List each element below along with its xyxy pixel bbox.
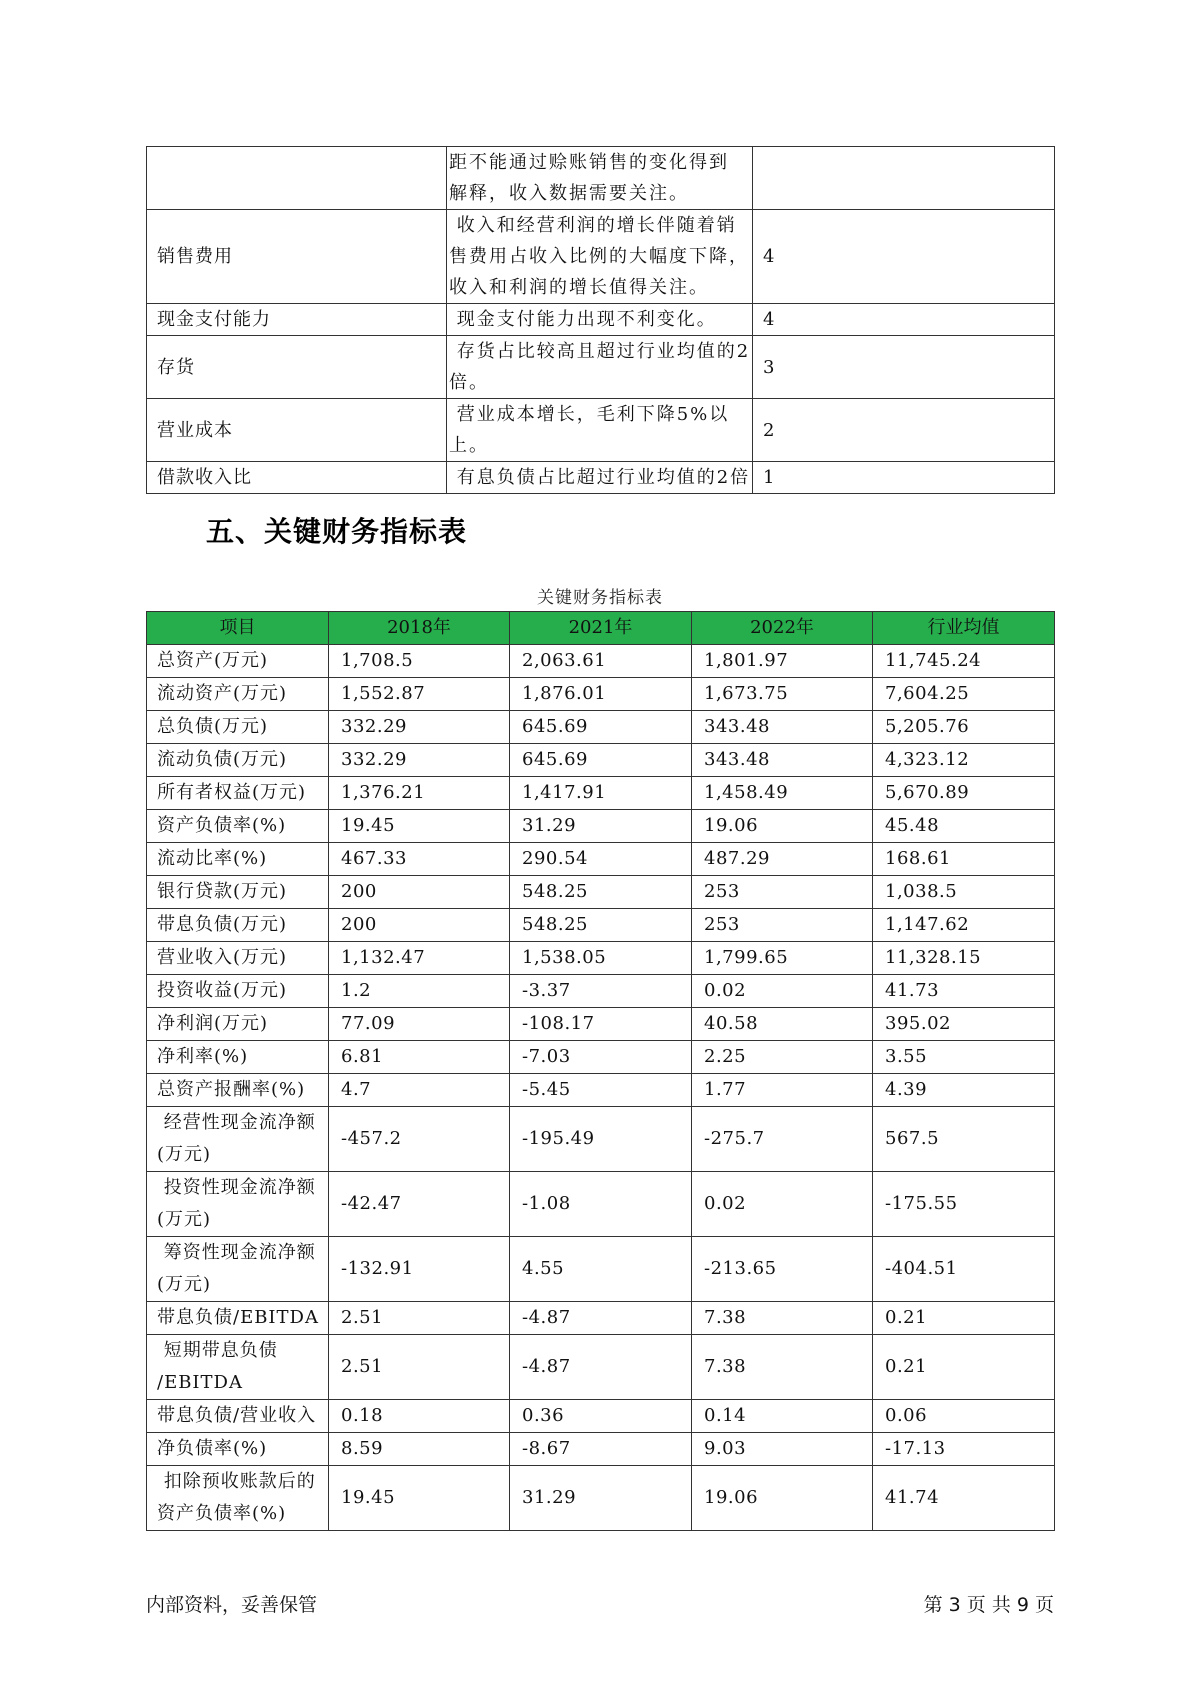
indicator-label-cell: 流动资产(万元) (147, 678, 329, 711)
value-2022-cell: 19.06 (692, 810, 873, 843)
indicator-label-cell: 投资收益(万元) (147, 975, 329, 1008)
value-2018-cell: 200 (329, 909, 510, 942)
industry-average-cell: 4,323.12 (873, 744, 1055, 777)
value-2022-cell: 0.02 (692, 1172, 873, 1237)
risk-item-cell: 销售费用 (147, 210, 447, 304)
risk-item-cell: 现金支付能力 (147, 304, 447, 336)
indicator-label-cell: 经营性现金流净额 (万元) (147, 1107, 329, 1172)
table-row (147, 909, 1055, 942)
indicator-label-cell: 净利率(%) (147, 1041, 329, 1074)
table-caption: 关键财务指标表 (537, 588, 663, 608)
indicator-label-cell: 流动比率(%) (147, 843, 329, 876)
industry-average-cell: 4.39 (873, 1074, 1055, 1107)
value-2018-cell: 1.2 (329, 975, 510, 1008)
value-2021-cell: 31.29 (510, 810, 692, 843)
indicator-label-cell: 筹资性现金流净额 (万元) (147, 1237, 329, 1302)
risk-description-cell: 存货占比较高且超过行业均值的2 倍。 (447, 336, 753, 399)
value-2018-cell: 332.29 (329, 744, 510, 777)
value-2018-cell: 2.51 (329, 1302, 510, 1335)
value-2022-cell: 343.48 (692, 711, 873, 744)
value-2022-cell: 19.06 (692, 1466, 873, 1531)
risk-item-cell: 存货 (147, 336, 447, 399)
value-2018-cell: 77.09 (329, 1008, 510, 1041)
value-2018-cell: 19.45 (329, 810, 510, 843)
risk-description-cell: 营业成本增长，毛利下降5%以上。 (447, 399, 753, 462)
header-cell-item: 项目 (147, 612, 329, 645)
value-2022-cell: 7.38 (692, 1335, 873, 1400)
value-2021-cell: 1,538.05 (510, 942, 692, 975)
table-row (147, 1466, 1055, 1531)
table-row (147, 1335, 1055, 1400)
value-2022-cell: 1.77 (692, 1074, 873, 1107)
risk-description-cell: 收入和经营利润的增长伴随着销 售费用占收入比例的大幅度下降， 收入和利润的增长值得关注。 (447, 210, 753, 304)
table-row (147, 210, 1055, 304)
indicator-label-cell: 净利润(万元) (147, 1008, 329, 1041)
table-row (147, 1433, 1055, 1466)
industry-average-cell: 0.06 (873, 1400, 1055, 1433)
financial-table-body (147, 645, 1055, 1531)
industry-average-cell: 5,205.76 (873, 711, 1055, 744)
table-row (147, 336, 1055, 399)
indicator-label-cell: 所有者权益(万元) (147, 777, 329, 810)
value-2021-cell: 2,063.61 (510, 645, 692, 678)
table-row (147, 777, 1055, 810)
value-2018-cell: 1,552.87 (329, 678, 510, 711)
value-2018-cell: 8.59 (329, 1433, 510, 1466)
table-row (147, 942, 1055, 975)
value-2022-cell: 40.58 (692, 1008, 873, 1041)
key-financial-indicators-table (146, 611, 1055, 1531)
value-2021-cell: -4.87 (510, 1302, 692, 1335)
indicator-label-cell: 总资产报酬率(%) (147, 1074, 329, 1107)
value-2021-cell: 548.25 (510, 876, 692, 909)
industry-average-cell: 11,745.24 (873, 645, 1055, 678)
value-2018-cell: 2.51 (329, 1335, 510, 1400)
indicator-label-cell: 流动负债(万元) (147, 744, 329, 777)
indicator-label-cell: 扣除预收账款后的 资产负债率(%) (147, 1466, 329, 1531)
value-2022-cell: 2.25 (692, 1041, 873, 1074)
risk-description-cell: 有息负债占比超过行业均值的2倍 (447, 462, 753, 494)
table-row (147, 1302, 1055, 1335)
risk-table-body (147, 147, 1055, 494)
industry-average-cell: -175.55 (873, 1172, 1055, 1237)
value-2022-cell: -213.65 (692, 1237, 873, 1302)
header-cell-2021: 2021年 (510, 612, 692, 645)
value-2021-cell: -5.45 (510, 1074, 692, 1107)
value-2022-cell: 7.38 (692, 1302, 873, 1335)
indicator-label-cell: 总资产(万元) (147, 645, 329, 678)
indicator-label-cell: 投资性现金流净额 (万元) (147, 1172, 329, 1237)
industry-average-cell: 3.55 (873, 1041, 1055, 1074)
table-row (147, 1074, 1055, 1107)
value-2018-cell: 200 (329, 876, 510, 909)
industry-average-cell: 0.21 (873, 1302, 1055, 1335)
indicator-label-cell: 带息负债/EBITDA (147, 1302, 329, 1335)
value-2022-cell: 253 (692, 909, 873, 942)
header-cell-2022: 2022年 (692, 612, 873, 645)
table-row (147, 147, 1055, 210)
value-2021-cell: -108.17 (510, 1008, 692, 1041)
value-2022-cell: 1,458.49 (692, 777, 873, 810)
indicator-label-cell: 总负债(万元) (147, 711, 329, 744)
footer-confidential-note: 内部资料，妥善保管 (146, 1594, 318, 1616)
table-row (147, 843, 1055, 876)
industry-average-cell: -404.51 (873, 1237, 1055, 1302)
risk-item-cell (147, 147, 447, 210)
risk-item-cell: 营业成本 (147, 399, 447, 462)
table-row (147, 711, 1055, 744)
value-2018-cell: -42.47 (329, 1172, 510, 1237)
table-row (147, 1008, 1055, 1041)
value-2022-cell: 9.03 (692, 1433, 873, 1466)
section-heading: 五、关键财务指标表 (206, 515, 468, 548)
value-2018-cell: 1,708.5 (329, 645, 510, 678)
risk-score-cell (753, 147, 1055, 210)
industry-average-cell: 5,670.89 (873, 777, 1055, 810)
value-2021-cell: 645.69 (510, 744, 692, 777)
risk-score-cell: 1 (753, 462, 1055, 494)
header-cell-industry-average: 行业均值 (873, 612, 1055, 645)
table-row (147, 399, 1055, 462)
indicator-label-cell: 短期带息负债 /EBITDA (147, 1335, 329, 1400)
risk-score-cell: 2 (753, 399, 1055, 462)
industry-average-cell: 11,328.15 (873, 942, 1055, 975)
value-2021-cell: 0.36 (510, 1400, 692, 1433)
table-row (147, 1400, 1055, 1433)
industry-average-cell: 168.61 (873, 843, 1055, 876)
value-2018-cell: 332.29 (329, 711, 510, 744)
industry-average-cell: 395.02 (873, 1008, 1055, 1041)
industry-average-cell: 45.48 (873, 810, 1055, 843)
value-2021-cell: -1.08 (510, 1172, 692, 1237)
value-2018-cell: 0.18 (329, 1400, 510, 1433)
table-row (147, 876, 1055, 909)
value-2022-cell: 1,799.65 (692, 942, 873, 975)
value-2022-cell: 0.14 (692, 1400, 873, 1433)
value-2018-cell: 19.45 (329, 1466, 510, 1531)
value-2022-cell: -275.7 (692, 1107, 873, 1172)
table-row (147, 1172, 1055, 1237)
value-2018-cell: -132.91 (329, 1237, 510, 1302)
footer-page-number: 第 3 页 共 9 页 (923, 1594, 1054, 1616)
table-row (147, 645, 1055, 678)
value-2021-cell: -7.03 (510, 1041, 692, 1074)
industry-average-cell: 567.5 (873, 1107, 1055, 1172)
indicator-label-cell: 资产负债率(%) (147, 810, 329, 843)
table-row (147, 744, 1055, 777)
value-2021-cell: -195.49 (510, 1107, 692, 1172)
value-2022-cell: 1,673.75 (692, 678, 873, 711)
value-2018-cell: 1,132.47 (329, 942, 510, 975)
value-2022-cell: 0.02 (692, 975, 873, 1008)
value-2021-cell: -4.87 (510, 1335, 692, 1400)
risk-description-cell: 距不能通过赊账销售的变化得到 解释，收入数据需要关注。 (447, 147, 753, 210)
value-2022-cell: 343.48 (692, 744, 873, 777)
table-row (147, 1041, 1055, 1074)
industry-average-cell: 0.21 (873, 1335, 1055, 1400)
industry-average-cell: 41.73 (873, 975, 1055, 1008)
value-2021-cell: -8.67 (510, 1433, 692, 1466)
industry-average-cell: 7,604.25 (873, 678, 1055, 711)
header-cell-2018: 2018年 (329, 612, 510, 645)
industry-average-cell: 41.74 (873, 1466, 1055, 1531)
industry-average-cell: -17.13 (873, 1433, 1055, 1466)
value-2021-cell: 1,417.91 (510, 777, 692, 810)
table-row (147, 975, 1055, 1008)
table-row (147, 462, 1055, 494)
value-2022-cell: 487.29 (692, 843, 873, 876)
risk-item-cell: 借款收入比 (147, 462, 447, 494)
industry-average-cell: 1,147.62 (873, 909, 1055, 942)
indicator-label-cell: 带息负债(万元) (147, 909, 329, 942)
indicator-label-cell: 营业收入(万元) (147, 942, 329, 975)
risk-indicator-table (146, 146, 1055, 494)
industry-average-cell: 1,038.5 (873, 876, 1055, 909)
value-2018-cell: 6.81 (329, 1041, 510, 1074)
value-2021-cell: 1,876.01 (510, 678, 692, 711)
value-2021-cell: 31.29 (510, 1466, 692, 1531)
indicator-label-cell: 带息负债/营业收入 (147, 1400, 329, 1433)
value-2022-cell: 1,801.97 (692, 645, 873, 678)
value-2022-cell: 253 (692, 876, 873, 909)
table-header-row (147, 612, 1055, 645)
table-row (147, 1107, 1055, 1172)
value-2021-cell: 548.25 (510, 909, 692, 942)
value-2018-cell: 4.7 (329, 1074, 510, 1107)
risk-score-cell: 3 (753, 336, 1055, 399)
indicator-label-cell: 净负债率(%) (147, 1433, 329, 1466)
risk-description-cell: 现金支付能力出现不利变化。 (447, 304, 753, 336)
value-2018-cell: -457.2 (329, 1107, 510, 1172)
table-row (147, 1237, 1055, 1302)
risk-score-cell: 4 (753, 304, 1055, 336)
table-row (147, 810, 1055, 843)
value-2021-cell: -3.37 (510, 975, 692, 1008)
indicator-label-cell: 银行贷款(万元) (147, 876, 329, 909)
value-2021-cell: 4.55 (510, 1237, 692, 1302)
value-2021-cell: 290.54 (510, 843, 692, 876)
risk-score-cell: 4 (753, 210, 1055, 304)
table-row (147, 304, 1055, 336)
value-2018-cell: 1,376.21 (329, 777, 510, 810)
value-2021-cell: 645.69 (510, 711, 692, 744)
table-row (147, 678, 1055, 711)
value-2018-cell: 467.33 (329, 843, 510, 876)
